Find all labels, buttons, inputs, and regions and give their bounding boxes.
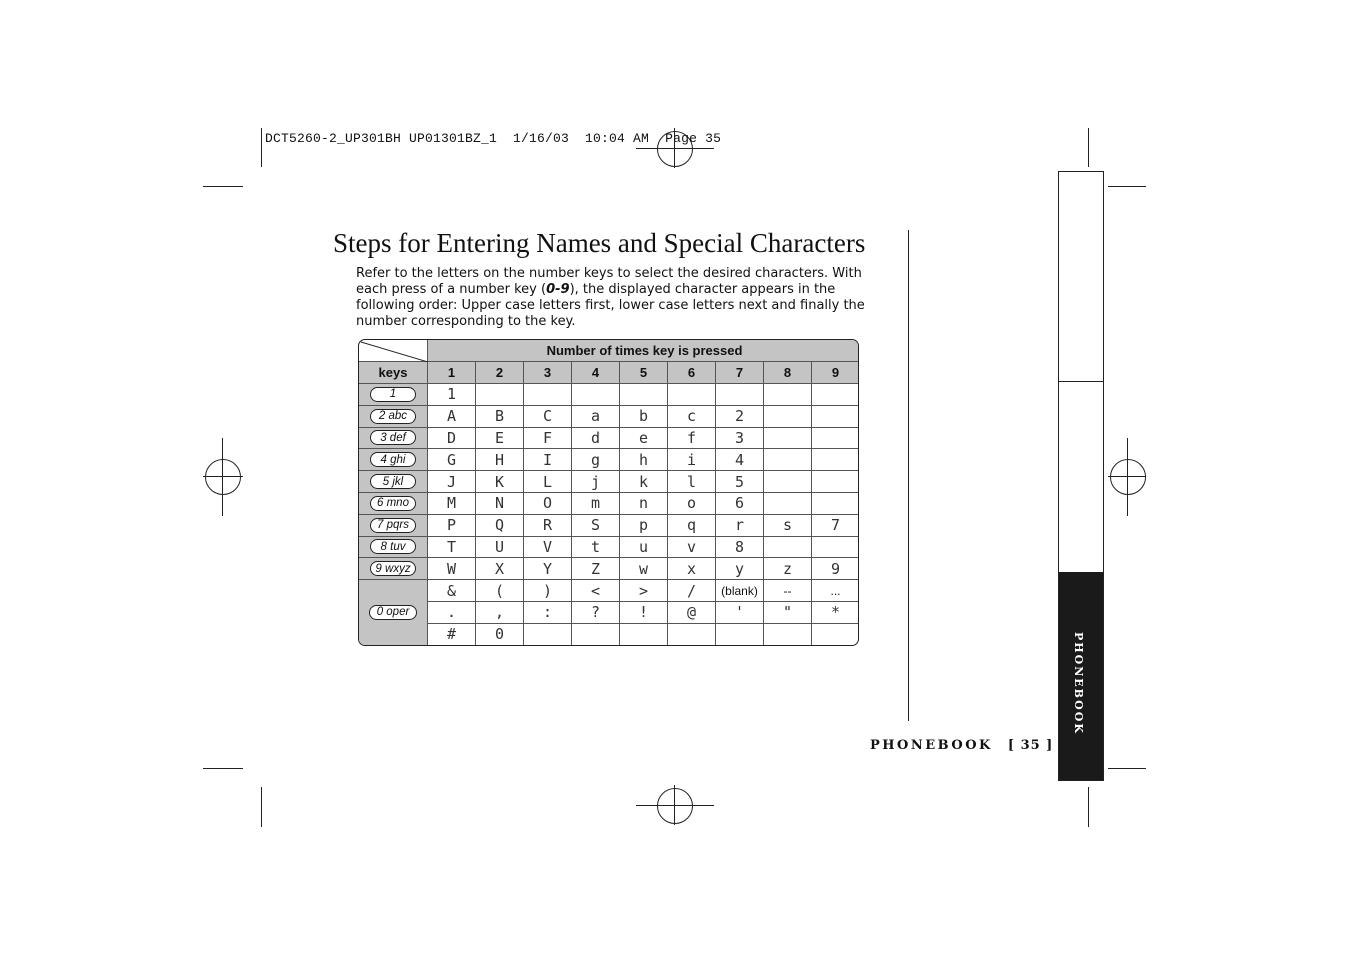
- character-cell: ,: [476, 602, 524, 624]
- character-cell: x: [668, 558, 716, 580]
- key-cell: [359, 449, 428, 471]
- key-button-label: 7 pqrs: [370, 518, 416, 533]
- character-cell: *: [812, 602, 859, 624]
- character-cell: v: [668, 537, 716, 559]
- character-cell: P: [428, 515, 476, 537]
- character-cell: C: [524, 406, 572, 428]
- character-cell: @: [668, 602, 716, 624]
- intro-text-after: ), the displayed character appears in the following order: Upper case letters first, lower case letters next and finally the number corresponding to the key.: [356, 282, 865, 329]
- column-header: 2: [476, 362, 524, 384]
- key-button-label: 5 jkl: [370, 474, 416, 489]
- character-cell: 3: [716, 428, 764, 450]
- character-cell: 2: [716, 406, 764, 428]
- character-cell: t: [572, 537, 620, 559]
- character-cell: S: [572, 515, 620, 537]
- character-cell: B: [476, 406, 524, 428]
- character-cell: [764, 406, 812, 428]
- key-button-label: 6 mno: [370, 496, 416, 511]
- character-cell: j: [572, 471, 620, 493]
- key-button-label: 1: [370, 387, 416, 402]
- character-cell: [812, 471, 859, 493]
- side-tab: [1058, 171, 1104, 781]
- footer-page-number: [ 35 ]: [1007, 738, 1054, 753]
- crop-mark: [203, 768, 243, 769]
- character-cell: s: [764, 515, 812, 537]
- character-cell: [764, 624, 812, 646]
- intro-text-before: Refer to the letters on the number keys to select the desired characters. With each press of a number key (: [356, 266, 862, 297]
- character-cell: o: [668, 493, 716, 515]
- character-cell: 0: [476, 624, 524, 646]
- character-cell: &: [428, 580, 476, 602]
- character-cell: [812, 449, 859, 471]
- character-cell: [764, 449, 812, 471]
- corner-cell: [359, 340, 428, 362]
- character-cell: :: [524, 602, 572, 624]
- key-button-label: 2 abc: [370, 409, 416, 424]
- character-cell: 8: [716, 537, 764, 559]
- key-cell: [359, 406, 428, 428]
- crop-mark: [1108, 186, 1146, 187]
- character-cell: /: [668, 580, 716, 602]
- character-cell: [716, 384, 764, 406]
- key-cell: [359, 515, 428, 537]
- column-header: 8: [764, 362, 812, 384]
- character-cell: 6: [716, 493, 764, 515]
- key-cell: [359, 580, 428, 645]
- crop-mark: [261, 787, 262, 827]
- character-cell: f: [668, 428, 716, 450]
- character-cell: [524, 384, 572, 406]
- character-cell: [620, 384, 668, 406]
- key-button-label: 4 ghi: [370, 452, 416, 467]
- page-footer: [870, 738, 1053, 753]
- character-cell: [812, 428, 859, 450]
- character-cell: (blank): [716, 580, 764, 602]
- character-cell: E: [476, 428, 524, 450]
- character-cell: [764, 428, 812, 450]
- character-cell: d: [572, 428, 620, 450]
- character-cell: ': [716, 602, 764, 624]
- key-cell: [359, 537, 428, 559]
- page-title: Steps for Entering Names and Special Characters: [333, 228, 866, 258]
- key-cell: [359, 558, 428, 580]
- crop-mark: [261, 128, 262, 167]
- column-header: 7: [716, 362, 764, 384]
- character-cell: H: [476, 449, 524, 471]
- character-cell: J: [428, 471, 476, 493]
- crop-mark: [1088, 787, 1089, 827]
- column-header: 5: [620, 362, 668, 384]
- column-header: 1: [428, 362, 476, 384]
- character-cell: [764, 384, 812, 406]
- character-cell: r: [716, 515, 764, 537]
- character-cell: [812, 624, 859, 646]
- character-cell: G: [428, 449, 476, 471]
- character-cell: u: [620, 537, 668, 559]
- character-cell: X: [476, 558, 524, 580]
- character-cell: 9: [812, 558, 859, 580]
- keys-header: keys: [359, 362, 428, 384]
- column-header: 4: [572, 362, 620, 384]
- character-cell: D: [428, 428, 476, 450]
- key-cell: [359, 471, 428, 493]
- character-cell: n: [620, 493, 668, 515]
- character-cell: 7: [812, 515, 859, 537]
- character-cell: c: [668, 406, 716, 428]
- character-cell: !: [620, 602, 668, 624]
- character-cell: [524, 624, 572, 646]
- crop-mark: [1088, 128, 1089, 167]
- character-cell: [764, 537, 812, 559]
- character-cell: [620, 624, 668, 646]
- character-cell: [572, 384, 620, 406]
- character-cell: w: [620, 558, 668, 580]
- character-cell: [668, 384, 716, 406]
- character-cell: [812, 537, 859, 559]
- character-cell: ...: [812, 580, 859, 602]
- character-cell: Q: [476, 515, 524, 537]
- character-cell: L: [524, 471, 572, 493]
- character-cell: m: [572, 493, 620, 515]
- character-cell: z: [764, 558, 812, 580]
- column-rule: [908, 230, 909, 721]
- character-cell: y: [716, 558, 764, 580]
- character-cell: 4: [716, 449, 764, 471]
- character-cell: V: [524, 537, 572, 559]
- table-caption: Number of times key is pressed: [428, 340, 859, 362]
- character-cell: b: [620, 406, 668, 428]
- character-cell: h: [620, 449, 668, 471]
- key-button-label: 0 oper: [369, 605, 417, 620]
- character-cell: #: [428, 624, 476, 646]
- character-cell: U: [476, 537, 524, 559]
- character-cell: N: [476, 493, 524, 515]
- character-cell: (: [476, 580, 524, 602]
- key-button-label: 9 wxyz: [370, 561, 416, 576]
- character-cell: T: [428, 537, 476, 559]
- character-cell: .: [428, 602, 476, 624]
- crop-mark: [203, 186, 243, 187]
- key-cell: [359, 384, 428, 406]
- character-cell: [812, 384, 859, 406]
- character-cell: [572, 624, 620, 646]
- key-cell: [359, 428, 428, 450]
- character-cell: Z: [572, 558, 620, 580]
- character-cell: O: [524, 493, 572, 515]
- key-button-label: 3 def: [370, 430, 416, 445]
- character-cell: K: [476, 471, 524, 493]
- character-cell: [668, 624, 716, 646]
- character-cell: I: [524, 449, 572, 471]
- footer-section: PHONEBOOK: [870, 738, 993, 753]
- character-cell: ): [524, 580, 572, 602]
- character-cell: >: [620, 580, 668, 602]
- character-cell: W: [428, 558, 476, 580]
- column-header: 6: [668, 362, 716, 384]
- character-cell: --: [764, 580, 812, 602]
- character-cell: <: [572, 580, 620, 602]
- crop-mark: [1108, 768, 1146, 769]
- character-cell: 1: [428, 384, 476, 406]
- character-cell: [764, 471, 812, 493]
- key-button-label: 8 tuv: [370, 539, 416, 554]
- character-cell: k: [620, 471, 668, 493]
- character-table: [358, 339, 859, 646]
- character-cell: [716, 624, 764, 646]
- character-cell: q: [668, 515, 716, 537]
- column-header: 9: [812, 362, 859, 384]
- character-cell: p: [620, 515, 668, 537]
- key-cell: [359, 493, 428, 515]
- character-cell: R: [524, 515, 572, 537]
- character-cell: [812, 493, 859, 515]
- intro-paragraph: [356, 266, 886, 330]
- print-slug: DCT5260-2_UP301BH UP01301BZ_1 1/16/03 10:04 AM Page 35: [265, 131, 722, 146]
- key-range: 0-9: [546, 282, 570, 297]
- character-cell: Y: [524, 558, 572, 580]
- character-cell: A: [428, 406, 476, 428]
- column-header: 3: [524, 362, 572, 384]
- character-cell: g: [572, 449, 620, 471]
- character-cell: [476, 384, 524, 406]
- character-cell: i: [668, 449, 716, 471]
- character-cell: ?: [572, 602, 620, 624]
- character-cell: 5: [716, 471, 764, 493]
- character-cell: l: [668, 471, 716, 493]
- character-cell: a: [572, 406, 620, 428]
- character-cell: [812, 406, 859, 428]
- character-cell: e: [620, 428, 668, 450]
- character-cell: F: [524, 428, 572, 450]
- character-cell: [764, 493, 812, 515]
- character-cell: M: [428, 493, 476, 515]
- character-cell: ": [764, 602, 812, 624]
- side-tab-label: PHONEBOOK: [1072, 632, 1085, 735]
